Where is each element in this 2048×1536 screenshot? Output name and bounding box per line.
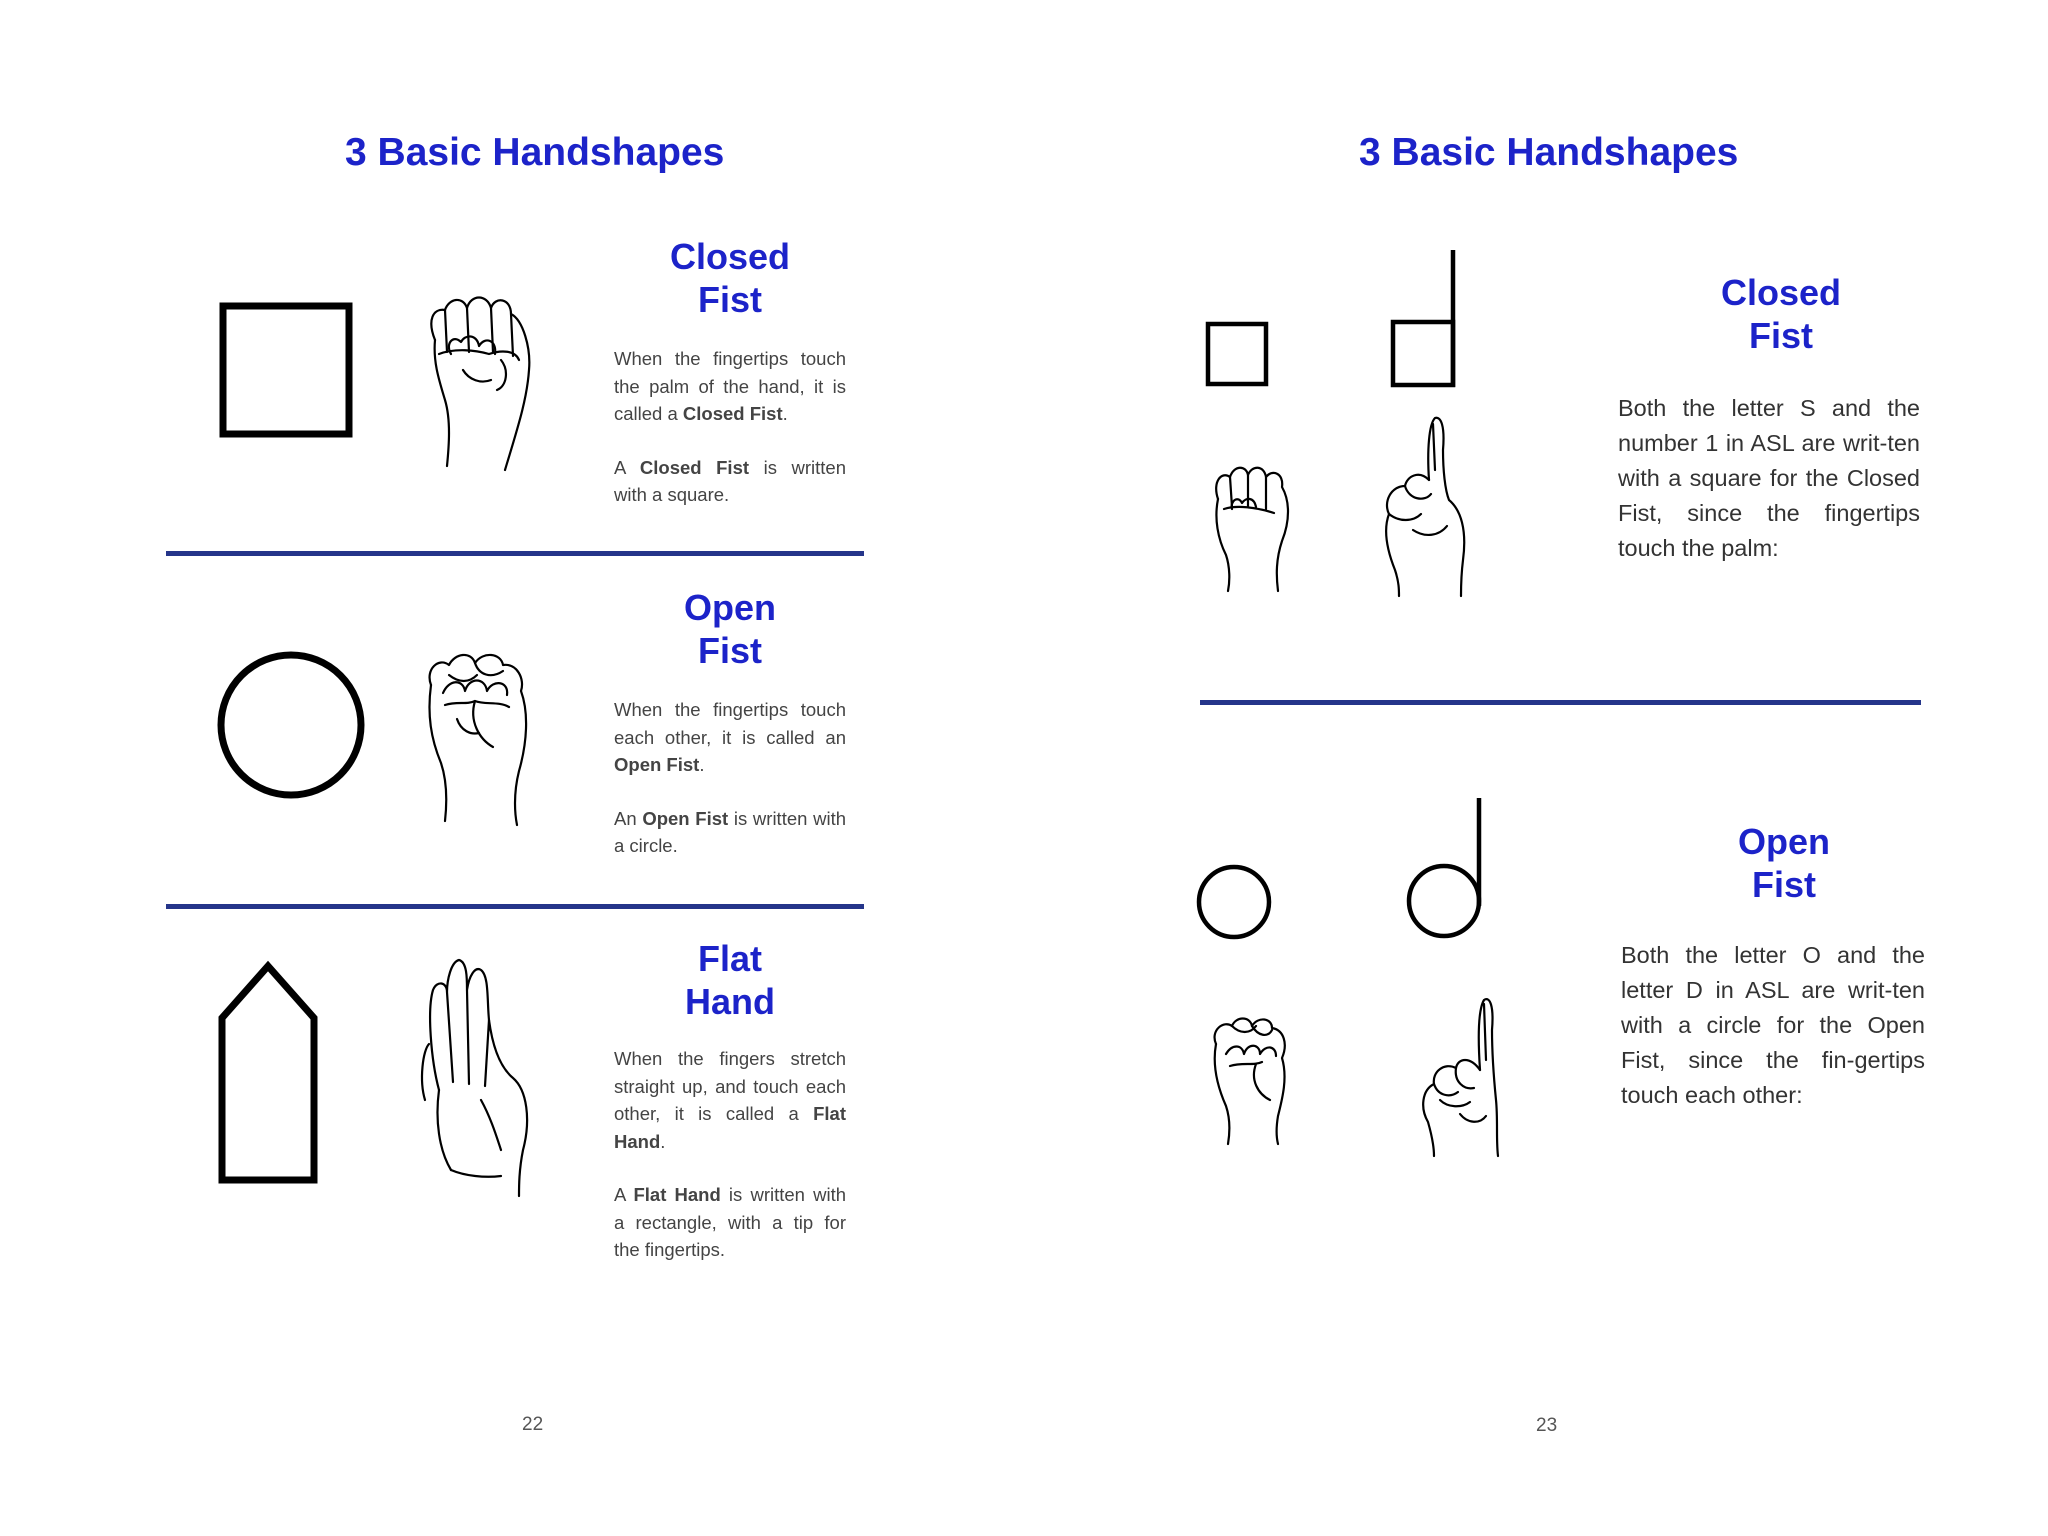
section-heading: Flat Hand	[685, 938, 775, 1023]
section-divider	[1200, 700, 1921, 705]
section-heading: Open Fist	[1737, 821, 1830, 906]
section-description	[1621, 938, 1925, 1113]
section-divider	[166, 551, 864, 556]
bold-term: Closed Fist	[639, 456, 750, 478]
letter-s-hand-icon	[1196, 455, 1296, 595]
section-description	[614, 696, 846, 886]
bold-term: Flat Hand	[614, 1103, 846, 1152]
paragraph: Both the letter S and the number 1 in ASL are writ-ten with a square for the Closed Fist, since the fingertips touch the palm:	[1618, 395, 1920, 561]
paragraph: When the fingertips touch the palm of the hand, it is called a Closed Fist.	[614, 348, 846, 424]
small-square-symbol	[1207, 320, 1277, 390]
closed-fist-hand-icon	[405, 270, 545, 490]
paragraph: Both the letter O and the letter D in ASL are writ-ten with a circle for the Open Fist, since the fin-gertips touch each other:	[1621, 942, 1925, 1108]
circle-with-stem-symbol	[1404, 796, 1504, 956]
paragraph: A Flat Hand is written with a rectangle, with a tip for the fingertips.	[614, 1184, 846, 1260]
page-number: 22	[522, 1414, 544, 1435]
paragraph: When the fingertips touch each other, it is called an Open Fist.	[614, 699, 846, 775]
bold-term: Open Fist	[642, 807, 729, 829]
page-number: 23	[1536, 1415, 1558, 1436]
page-title: 3 Basic Handshapes	[345, 131, 725, 174]
circle-symbol	[210, 645, 370, 805]
section-description	[614, 1045, 846, 1290]
letter-d-hand-icon	[1404, 990, 1514, 1160]
bold-term: Open Fist	[614, 754, 700, 775]
small-circle-symbol	[1194, 857, 1284, 947]
section-divider	[166, 904, 864, 909]
page-title: 3 Basic Handshapes	[1359, 131, 1739, 174]
open-fist-hand-icon	[405, 635, 545, 835]
number-one-hand-icon	[1369, 410, 1479, 600]
paragraph: An Open Fist is written with a circle.	[614, 807, 846, 856]
page-23	[1024, 0, 2048, 1536]
bold-term: Closed Fist	[682, 403, 783, 424]
section-heading: Closed Fist	[1720, 272, 1842, 357]
section-description	[1618, 391, 1920, 566]
bold-term: Flat Hand	[633, 1184, 721, 1205]
square-with-stem-symbol	[1388, 246, 1468, 396]
paragraph: When the fingers stretch straight up, and touch each other, it is called a Flat Hand.	[614, 1048, 846, 1152]
section-heading: Closed Fist	[669, 236, 791, 321]
paragraph: A Closed Fist is written with a square.	[614, 456, 846, 505]
square-symbol	[220, 300, 360, 440]
pentagon-symbol	[215, 958, 335, 1188]
letter-o-hand-icon	[1196, 1008, 1296, 1148]
flat-hand-icon	[405, 950, 545, 1200]
section-heading: Open Fist	[683, 587, 776, 672]
section-description	[614, 345, 846, 535]
